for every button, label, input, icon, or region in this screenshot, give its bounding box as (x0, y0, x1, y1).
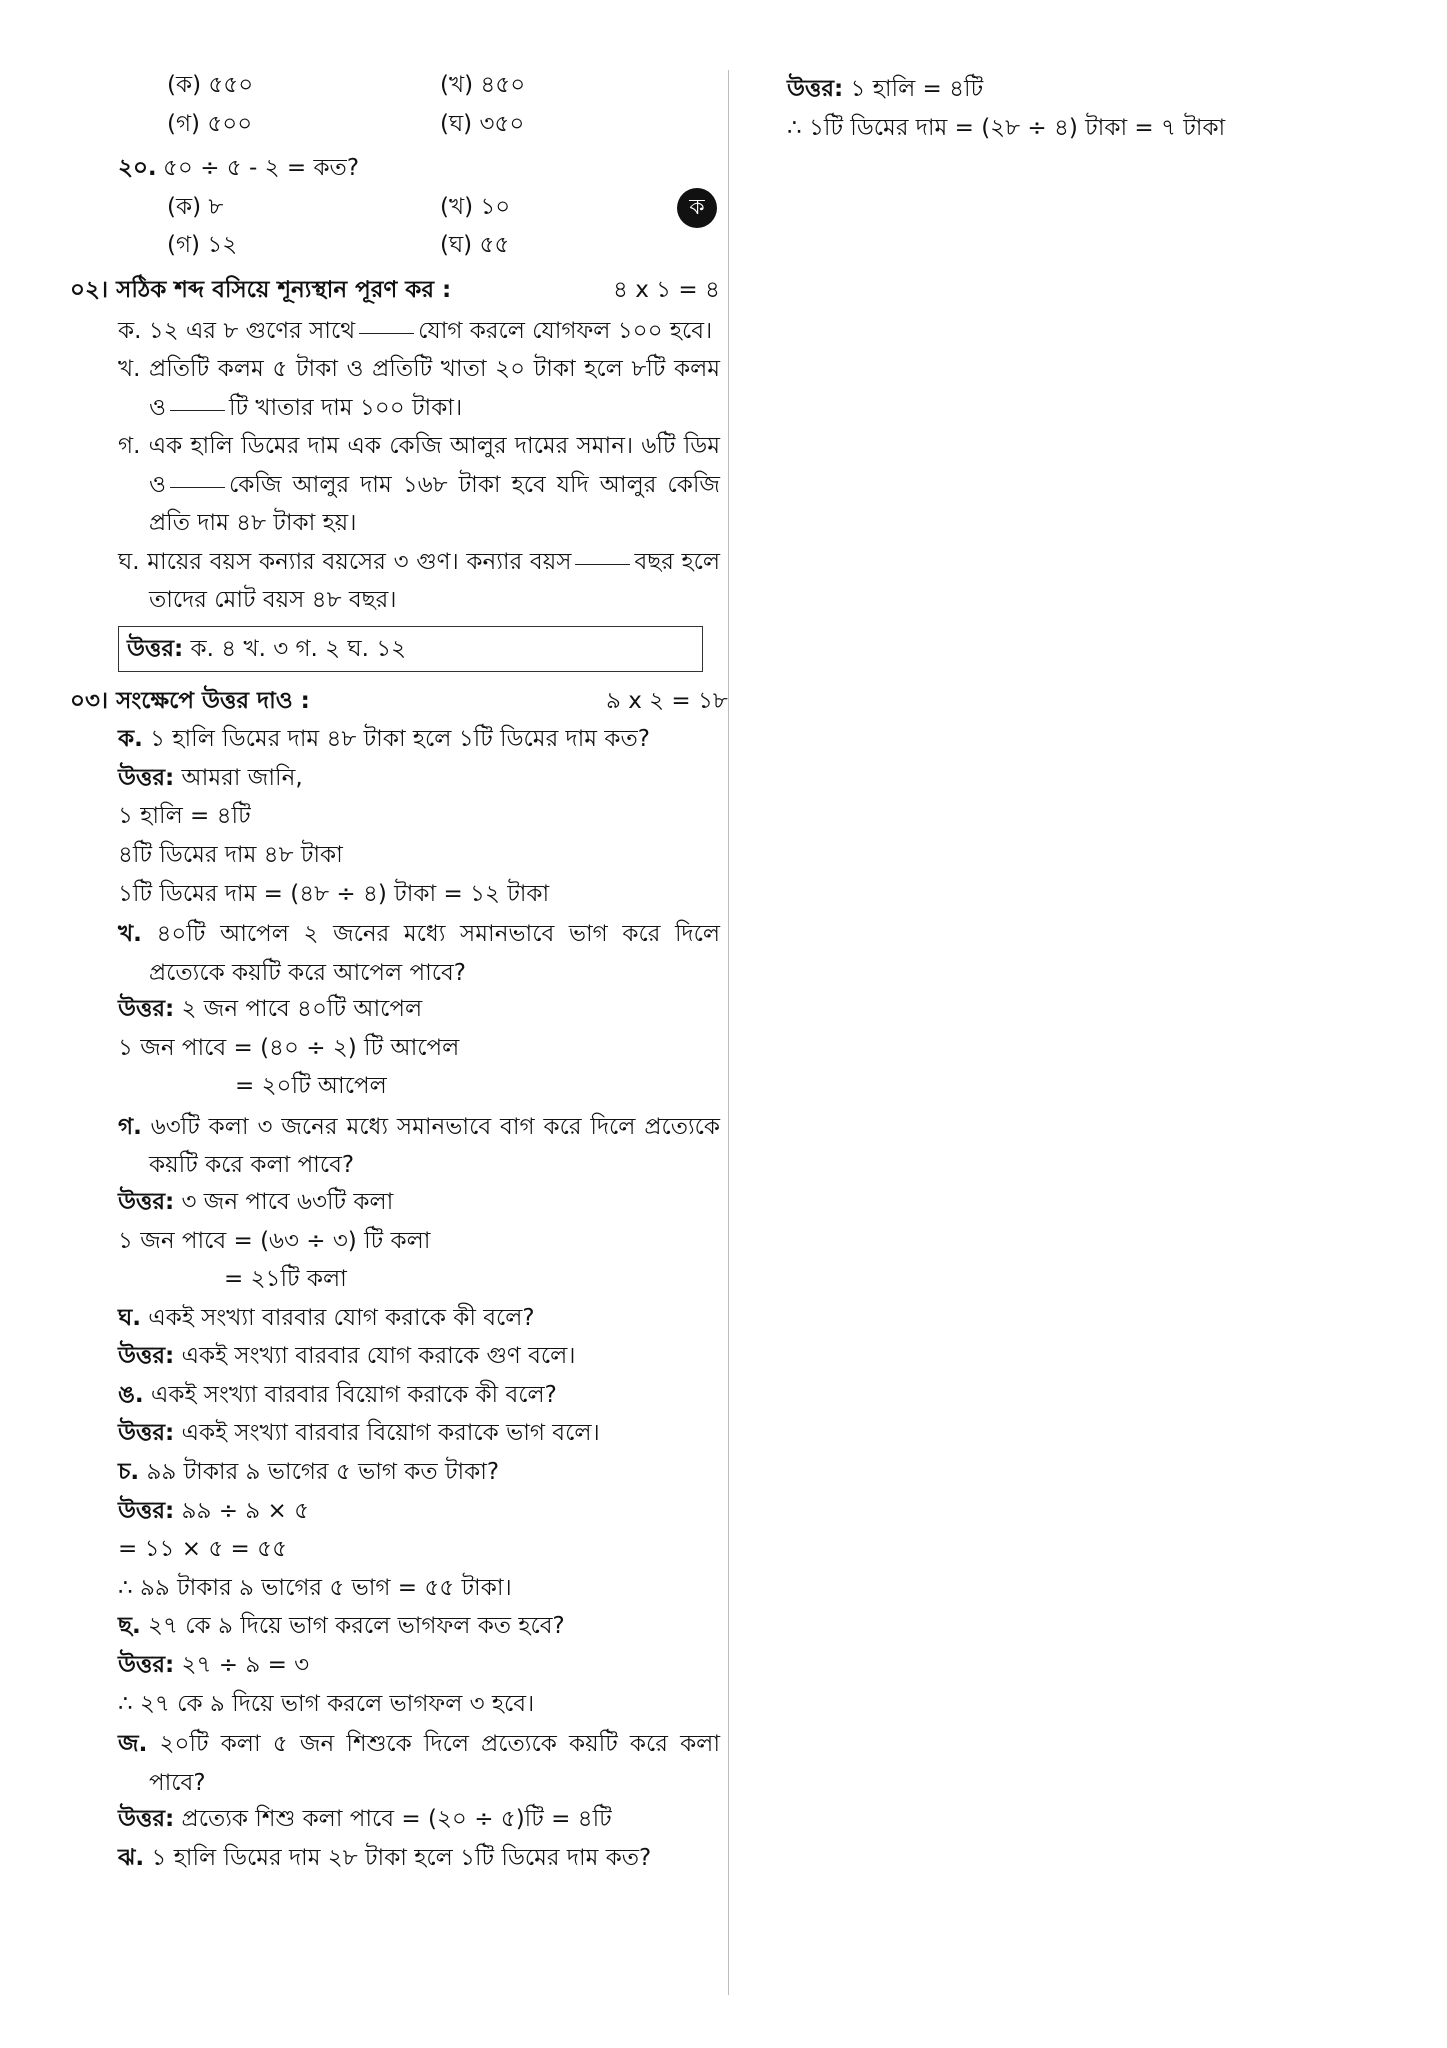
section2-item-ka: ক. ১২ এর ৮ গুণের সাথে যোগ করলে যোগফল ১০০ হবে। (118, 317, 713, 344)
column-divider (728, 70, 729, 1995)
q20-option-ga: (গ) ১২ (167, 232, 238, 259)
answer-ga-3: = ২১টি কলা (224, 1266, 347, 1293)
q-jha: ঝ. ১ হালি ডিমের দাম ২৮ টাকা হলে ১টি ডিমের দাম কত? (118, 1844, 652, 1871)
blank-line (170, 487, 225, 488)
q19-option-kha: (খ) ৪৫০ (440, 72, 526, 98)
answer-ka-2: ১ হালি = ৪টি (118, 803, 251, 830)
answer-kha-2: ১ জন পাবে = (৪০ ÷ ২) টি আপেল (118, 1034, 460, 1061)
section3-marks: ৯ x ২ = ১৮ (606, 687, 728, 714)
q20-text: ৫০ ÷ ৫ - ২ = কত? (163, 155, 360, 182)
section2-item-gha: ঘ. মায়ের বয়স কন্যার বয়সের ৩ গুণ। কন্যার বয়স বছর হলে তাদের মোট বয়স ৪৮ বছর। (118, 548, 720, 614)
q20-question (70, 151, 720, 190)
q-cha: চ. ৯৯ টাকার ৯ ভাগের ৫ ভাগ কত টাকা? (118, 1459, 500, 1486)
q-ga: গ. ৬৩টি কলা ৩ জনের মধ্যে সমানভাবে বাগ করে দিলে প্রত্যেকে কয়টি করে কলা পাবে? (118, 1113, 721, 1179)
q20-option-gha: (ঘ) ৫৫ (440, 232, 510, 259)
left-column (70, 68, 728, 1879)
section2-header (70, 273, 720, 312)
section3-heading: ০৩। সংক্ষেপে উত্তর দাও : (70, 687, 310, 714)
answer-cha-1: উত্তর: ৯৯ ÷ ৯ × ৫ (118, 1497, 310, 1524)
q19-option-ga: (গ) ৫০০ (167, 110, 253, 137)
section2-marks: ৪ x ১ = ৪ (613, 276, 720, 303)
answer-jha-1: উত্তর: ১ হালি = ৪টি (787, 76, 984, 102)
section2-heading: ০২। সঠিক শব্দ বসিয়ে শূন্যস্থান পূরণ কর : (70, 276, 452, 303)
q-kha: খ. ৪০টি আপেল ২ জনের মধ্যে সমানভাবে ভাগ করে দিলে প্রত্যেকে কয়টি করে আপেল পাবে? (118, 921, 721, 986)
answer-ja: উত্তর: প্রত্যেক শিশু কলা পাবে = (২০ ÷ ৫)টি = ৪টি (118, 1806, 612, 1833)
right-column (787, 72, 1387, 149)
q20-option-ka: (ক) ৮ (167, 193, 224, 220)
q-ja: জ. ২০টি কলা ৫ জন শিশুকে দিলে প্রত্যেকে কয়টি করে কলা পাবে? (118, 1731, 720, 1796)
section2-item-ga: গ. এক হালি ডিমের দাম এক কেজি আলুর দামের সমান। ৬টি ডিম ও কেজি আলুর দাম ১৬৮ টাকা হবে যদি আলুর কেজি প্রতি দাম ৪৮ টাকা হয়। (118, 433, 720, 537)
q19-options-row-2 (70, 107, 720, 146)
answer-chha-1: উত্তর: ২৭ ÷ ৯ = ৩ (118, 1652, 310, 1679)
answer-ga-1: উত্তর: ৩ জন পাবে ৬৩টি কলা (118, 1188, 394, 1215)
q19-options-row-1 (70, 68, 720, 107)
q20-number: ২০. (118, 155, 157, 182)
answer-cha-2: = ১১ × ৫ = ৫৫ (118, 1536, 287, 1563)
q20-options-row-2 (70, 228, 720, 267)
answer-badge: ক (677, 188, 717, 228)
section2-items (70, 312, 720, 620)
answer-ka-1: উত্তর: আমরা জানি, (118, 764, 303, 791)
section2-answer-box (118, 626, 703, 672)
section2-answer-text: ক. ৪ খ. ৩ গ. ২ ঘ. ১২ (190, 635, 407, 662)
section3-header (70, 684, 728, 723)
q-ka: ক. ১ হালি ডিমের দাম ৪৮ টাকা হলে ১টি ডিমের দাম কত? (118, 726, 650, 753)
answer-ga-2: ১ জন পাবে = (৬৩ ÷ ৩) টি কলা (118, 1227, 431, 1254)
q-umo: ঙ. একই সংখ্যা বারবার বিয়োগ করাকে কী বলে? (118, 1381, 557, 1408)
answer-kha-3: = ২০টি আপেল (235, 1073, 387, 1100)
answer-gha: উত্তর: একই সংখ্যা বারবার যোগ করাকে গুণ বলে। (118, 1343, 576, 1370)
q20-option-kha: (খ) ১০ (440, 193, 511, 220)
q-chha: ছ. ২৭ কে ৯ দিয়ে ভাগ করলে ভাগফল কত হবে? (118, 1613, 565, 1640)
q-gha: ঘ. একই সংখ্যা বারবার যোগ করাকে কী বলে? (118, 1304, 535, 1331)
answer-chha-2: ∴ ২৭ কে ৯ দিয়ে ভাগ করলে ভাগফল ৩ হবে। (118, 1690, 535, 1717)
answer-ka-4: ১টি ডিমের দাম = (৪৮ ÷ ৪) টাকা = ১২ টাকা (118, 880, 550, 907)
section3-body (70, 722, 720, 1879)
q19-option-ka: (ক) ৫৫০ (167, 72, 254, 98)
answer-ka-3: ৪টি ডিমের দাম ৪৮ টাকা (118, 841, 343, 868)
answer-label: উত্তর: (127, 635, 184, 662)
answer-umo: উত্তর: একই সংখ্যা বারবার বিয়োগ করাকে ভাগ বলে। (118, 1420, 600, 1447)
answer-cha-3: ∴ ৯৯ টাকার ৯ ভাগের ৫ ভাগ = ৫৫ টাকা। (118, 1574, 512, 1601)
q20-options-row-1 (70, 190, 720, 229)
blank-line (170, 410, 225, 411)
blank-line (359, 333, 414, 334)
section2-item-kha: খ. প্রতিটি কলম ৫ টাকা ও প্রতিটি খাতা ২০ টাকা হলে ৮টি কলম ও টি খাতার দাম ১০০ টাকা। (118, 356, 720, 421)
answer-jha-2: ∴ ১টি ডিমের দাম = (২৮ ÷ ৪) টাকা = ৭ টাকা (787, 114, 1226, 141)
blank-line (575, 564, 630, 565)
q19-option-gha: (ঘ) ৩৫০ (440, 110, 525, 137)
answer-kha-1: উত্তর: ২ জন পাবে ৪০টি আপেল (118, 996, 423, 1023)
